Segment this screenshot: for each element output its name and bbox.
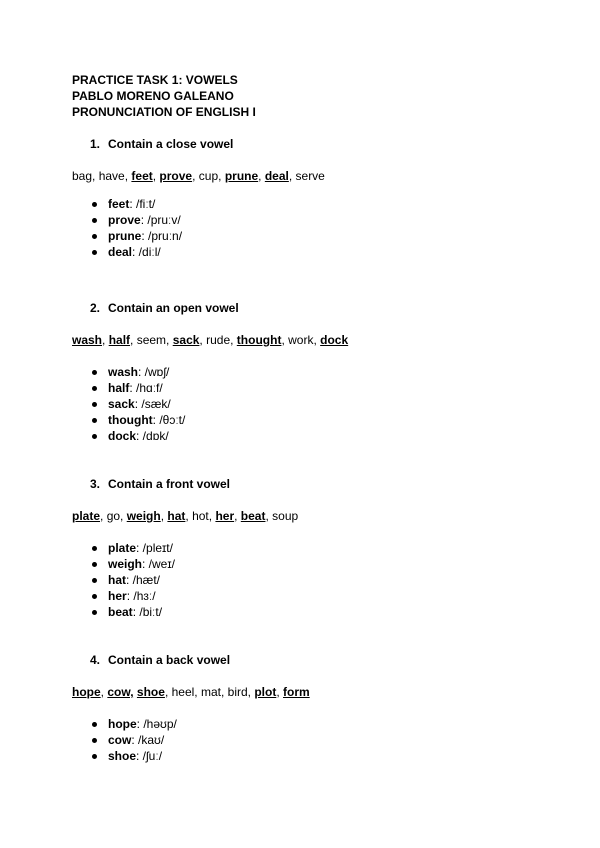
answer-item bbox=[92, 428, 185, 444]
answer-transcription: : /θɔːt/ bbox=[152, 413, 186, 427]
word: cup bbox=[198, 169, 219, 183]
answer-transcription: : /hɑːf/ bbox=[129, 381, 163, 395]
answer-item bbox=[92, 748, 177, 764]
task-heading bbox=[90, 300, 239, 316]
word-separator: , bbox=[160, 509, 168, 523]
answer-transcription: : /pruːv/ bbox=[140, 213, 181, 227]
highlighted-word: hope bbox=[72, 685, 101, 699]
task-heading bbox=[90, 136, 233, 152]
answer-transcription: : /dɒk/ bbox=[136, 429, 169, 443]
task-number: 1. bbox=[90, 137, 101, 151]
word: seem bbox=[136, 333, 167, 347]
task-title: Contain a front vowel bbox=[108, 477, 231, 491]
answer-transcription: : /ʃuː/ bbox=[136, 749, 163, 763]
header-author: PABLO MORENO GALEANO bbox=[72, 89, 234, 103]
answer-word: feet bbox=[108, 197, 130, 211]
task-title: Contain a close vowel bbox=[108, 137, 234, 151]
answer-word: shoe bbox=[108, 749, 137, 763]
answer-transcription: : /hɜː/ bbox=[126, 589, 156, 603]
word-separator: , bbox=[194, 685, 201, 699]
word-separator: , bbox=[218, 169, 225, 183]
answer-word: hope bbox=[108, 717, 137, 731]
task-number: 2. bbox=[90, 301, 101, 315]
document-header bbox=[72, 72, 256, 120]
highlighted-word: plate bbox=[72, 509, 101, 523]
answer-word: hat bbox=[108, 573, 126, 587]
word-separator: , bbox=[288, 169, 296, 183]
bullet-icon bbox=[92, 234, 97, 239]
answer-transcription: : /pleɪt/ bbox=[136, 541, 173, 555]
answer-word: her bbox=[108, 589, 127, 603]
answer-item bbox=[92, 716, 177, 732]
word-list bbox=[72, 684, 310, 700]
highlighted-word: sack bbox=[172, 333, 200, 347]
word: work bbox=[288, 333, 314, 347]
word-separator: , bbox=[199, 333, 207, 347]
word: bird bbox=[227, 685, 248, 699]
header-title: PRACTICE TASK 1: VOWELS bbox=[72, 73, 238, 87]
word-separator: , bbox=[152, 169, 160, 183]
word-separator: , bbox=[92, 169, 99, 183]
answer-item bbox=[92, 556, 175, 572]
answer-transcription: : /kaʊ/ bbox=[131, 733, 165, 747]
highlighted-word: dock bbox=[320, 333, 349, 347]
answer-word: prove bbox=[108, 213, 141, 227]
word: bag bbox=[72, 169, 93, 183]
highlighted-word: plot bbox=[254, 685, 277, 699]
answer-transcription: : /wɒʃ/ bbox=[138, 365, 170, 379]
answer-item bbox=[92, 228, 182, 244]
word: soup bbox=[272, 509, 299, 523]
answer-list bbox=[92, 540, 175, 620]
word-list bbox=[72, 508, 298, 524]
bullet-icon bbox=[92, 578, 97, 583]
word-separator: , bbox=[276, 685, 284, 699]
highlighted-word: deal bbox=[264, 169, 289, 183]
answer-transcription: : /diːl/ bbox=[132, 245, 161, 259]
word-separator: , bbox=[258, 169, 265, 183]
bullet-icon bbox=[92, 722, 97, 727]
bullet-icon bbox=[92, 218, 97, 223]
header-course: PRONUNCIATION OF ENGLISH I bbox=[72, 105, 256, 119]
bullet-icon bbox=[92, 754, 97, 759]
word: have bbox=[98, 169, 125, 183]
answer-item bbox=[92, 244, 182, 260]
bullet-icon bbox=[92, 370, 97, 375]
answer-word: sack bbox=[108, 397, 135, 411]
bullet-icon bbox=[92, 610, 97, 615]
task-title: Contain a back vowel bbox=[108, 653, 231, 667]
highlighted-word: her bbox=[215, 509, 235, 523]
answer-item bbox=[92, 212, 182, 228]
word-separator: , bbox=[208, 509, 216, 523]
bullet-icon bbox=[92, 434, 97, 439]
highlighted-word: weigh bbox=[126, 509, 161, 523]
bullet-icon bbox=[92, 594, 97, 599]
answer-word: wash bbox=[108, 365, 139, 379]
highlighted-word: half bbox=[108, 333, 131, 347]
answer-item bbox=[92, 412, 185, 428]
answer-item bbox=[92, 572, 175, 588]
bullet-icon bbox=[92, 738, 97, 743]
word-separator: , bbox=[234, 509, 241, 523]
word-separator: , bbox=[102, 333, 109, 347]
bullet-icon bbox=[92, 546, 97, 551]
highlighted-word: prune bbox=[224, 169, 259, 183]
word-separator: , bbox=[230, 333, 237, 347]
word: serve bbox=[295, 169, 325, 183]
answer-word: weigh bbox=[108, 557, 143, 571]
word-separator: , bbox=[124, 169, 132, 183]
task-number: 3. bbox=[90, 477, 101, 491]
answer-word: plate bbox=[108, 541, 137, 555]
answer-word: cow bbox=[108, 733, 132, 747]
highlighted-word: cow, bbox=[107, 685, 134, 699]
answer-item bbox=[92, 588, 175, 604]
word-separator: , bbox=[120, 509, 127, 523]
answer-list bbox=[92, 716, 177, 764]
answer-transcription: : /biːt/ bbox=[132, 605, 163, 619]
word-separator: , bbox=[130, 333, 137, 347]
word-list bbox=[72, 332, 348, 348]
answer-item bbox=[92, 364, 185, 380]
answer-transcription: : /hæt/ bbox=[126, 573, 161, 587]
word-separator: , bbox=[247, 685, 255, 699]
answer-word: prune bbox=[108, 229, 142, 243]
bullet-icon bbox=[92, 250, 97, 255]
word-list bbox=[72, 168, 325, 184]
answer-word: beat bbox=[108, 605, 133, 619]
answer-item bbox=[92, 732, 177, 748]
answer-item bbox=[92, 380, 185, 396]
highlighted-word: hat bbox=[167, 509, 186, 523]
highlighted-word: feet bbox=[131, 169, 153, 183]
word: rude bbox=[206, 333, 231, 347]
word-separator: , bbox=[281, 333, 289, 347]
answer-item bbox=[92, 196, 182, 212]
word: heel bbox=[171, 685, 195, 699]
bullet-icon bbox=[92, 202, 97, 207]
highlighted-word: wash bbox=[72, 333, 103, 347]
word-separator: , bbox=[220, 685, 228, 699]
answer-item bbox=[92, 540, 175, 556]
answer-word: half bbox=[108, 381, 130, 395]
word-separator: , bbox=[100, 509, 107, 523]
answer-transcription: : /fiːt/ bbox=[129, 197, 156, 211]
bullet-icon bbox=[92, 418, 97, 423]
answer-item bbox=[92, 396, 185, 412]
word-separator: , bbox=[164, 685, 172, 699]
word-separator: , bbox=[166, 333, 173, 347]
task-number: 4. bbox=[90, 653, 101, 667]
answer-transcription: : /pruːn/ bbox=[141, 229, 183, 243]
word: go bbox=[106, 509, 121, 523]
answer-word: deal bbox=[108, 245, 133, 259]
highlighted-word: beat bbox=[240, 509, 266, 523]
task-heading bbox=[90, 476, 230, 492]
word-separator: , bbox=[192, 169, 199, 183]
word: mat bbox=[200, 685, 221, 699]
word-separator: , bbox=[313, 333, 321, 347]
word: hot bbox=[192, 509, 209, 523]
highlighted-word: prove bbox=[159, 169, 193, 183]
word-separator: , bbox=[100, 685, 108, 699]
task-title: Contain an open vowel bbox=[108, 301, 239, 315]
word-separator: , bbox=[185, 509, 193, 523]
highlighted-word: form bbox=[283, 685, 310, 699]
word-separator: , bbox=[265, 509, 273, 523]
bullet-icon bbox=[92, 402, 97, 407]
answer-transcription: : /sæk/ bbox=[134, 397, 171, 411]
answer-list bbox=[92, 364, 185, 444]
answer-word: dock bbox=[108, 429, 137, 443]
answer-word: thought bbox=[108, 413, 153, 427]
bullet-icon bbox=[92, 562, 97, 567]
answer-list bbox=[92, 196, 182, 260]
answer-item bbox=[92, 604, 175, 620]
answer-transcription: : /weɪ/ bbox=[142, 557, 175, 571]
task-heading bbox=[90, 652, 230, 668]
answer-transcription: : /həʊp/ bbox=[136, 717, 177, 731]
bullet-icon bbox=[92, 386, 97, 391]
highlighted-word: thought bbox=[236, 333, 282, 347]
highlighted-word: shoe bbox=[136, 685, 165, 699]
